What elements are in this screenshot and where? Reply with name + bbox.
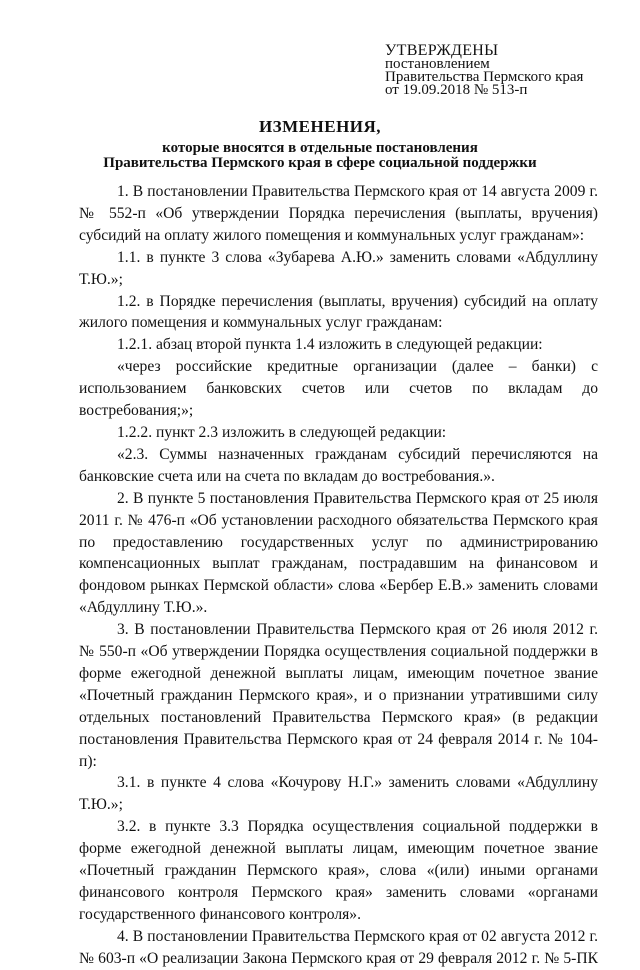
paragraph-3-2: 3.2. в пункте 3.3 Порядка осуществления социальной поддержки в форме ежегодной денежной выплаты лицам, имеющим почетное звание «Почетный гражданин Пермского края», слова «(или) иными органами финансового контроля Пермского края» заменить словами «органами государственного финансового контроля». [79, 818, 598, 923]
paragraph-1: 1. В постановлении Правительства Пермского края от 14 августа 2009 г. № 552-п «Об утверждении Порядка перечисления (выплаты, вручения) субсидий на оплату жилого помещения и коммунальных услуг гражданам»: [79, 183, 598, 244]
approval-line: от 19.09.2018 № 513-п [385, 82, 528, 98]
approval-title: УТВЕРЖДЕНЫ [385, 42, 499, 59]
paragraph-quote-2-3: «2.3. Суммы назначенных гражданам субсидий перечисляются на банковские счета или на счета по вкладам до востребования.». [79, 445, 598, 485]
paragraph-4: 4. В постановлении Правительства Пермского края от 02 августа 2012 г. № 603-п «О реализации Закона Пермского края от 29 февраля 2012 г. № 5-ПК [79, 927, 598, 967]
paragraph-3-1: 3.1. в пункте 4 слова «Кочурову Н.Г.» заменить словами «Абдуллину Т.Ю.»; [79, 774, 598, 814]
document-subtitle: которые вносятся в отдельные постановления [162, 140, 478, 156]
approval-stamp [385, 44, 583, 97]
paragraph-2: 2. В пункте 5 постановления Правительства Пермского края от 25 июля 2011 г. № 476-п «Об установлении расходного обязательства Пермского края по предоставлению государственных услуг по администрированию компенсационных выплат гражданам, пострадавшим на финансовом и фондовом рынках Пермской области» слова «Бербер Е.В.» заменить словами «Абдуллину Т.Ю.». [79, 489, 598, 617]
paragraph-1-2-1: 1.2.1. абзац второй пункта 1.4 изложить в следующей редакции: [117, 336, 543, 354]
paragraph-1-2-2: 1.2.2. пункт 2.3 изложить в следующей редакции: [117, 423, 447, 441]
paragraph-1-2: 1.2. в Порядке перечисления (выплаты, вручения) субсидий на оплату жилого помещения и коммунальных услуг гражданам: [79, 292, 598, 332]
approval-line: постановлением [385, 56, 490, 72]
approval-line: Правительства Пермского края [385, 69, 584, 85]
paragraph-3: 3. В постановлении Правительства Пермского края от 26 июля 2012 г. № 550-п «Об утверждении Порядка осуществления социальной поддержки в форме ежегодной денежной выплаты лицам, имеющим почетное звание «Почетный гражданин Пермского края», и о признании утратившими силу отдельных постановлений Правительства Пермского края» (в редакции постановления Правительства Пермского края от 24 февраля 2014 г. № 104-п): [79, 621, 598, 770]
document-subtitle: Правительства Пермского края в сфере социальной поддержки [103, 155, 537, 171]
paragraph-1-1: 1.1. в пункте 3 слова «Зубарева А.Ю.» заменить словами «Абдуллину Т.Ю.»; [79, 248, 598, 288]
document-body [79, 181, 598, 970]
document-title: ИЗМЕНЕНИЯ, [258, 117, 382, 136]
paragraph-quote-banks: «через российские кредитные организации (далее – банки) с использованием банковских счетов или счетов по вкладам до востребования;»; [79, 358, 598, 420]
